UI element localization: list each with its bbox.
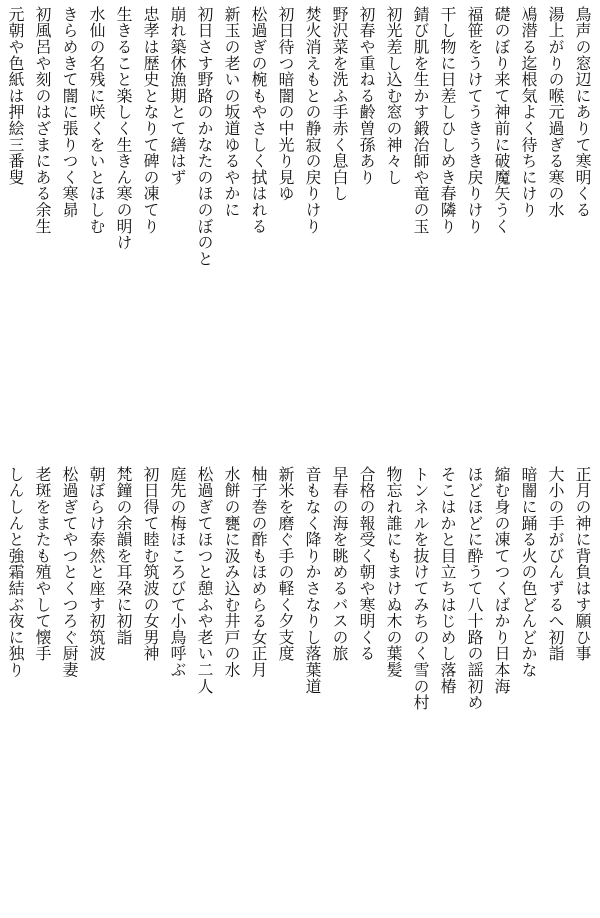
bottom-poem: 大小の手がびんずるへ初詣 (546, 466, 565, 662)
top-poem: 初風呂や刻のはざまにある余生 (33, 6, 52, 235)
top-poem: 干し物に日差しひしめき春隣り (438, 6, 457, 235)
top-poem: 生きること楽しく生きん寒の明け (114, 6, 133, 251)
bottom-poem: 朝ぼらけ泰然と座す初筑波 (87, 466, 106, 662)
bottom-poem: 梵鐘の余韻を耳朶に初詣 (114, 466, 133, 646)
bottom-poem: 老斑をまたも殖やして懐手 (33, 466, 52, 662)
bottom-poem: 新米を磨ぐ手の軽く夕支度 (276, 466, 295, 662)
bottom-poem: 正月の神に背負はす願ひ事 (573, 466, 592, 662)
bottom-poem: そこはかと目立ちはじめし落椿 (438, 466, 457, 695)
bottom-poem: 縮む身の凍てつくばかり日本海 (492, 466, 511, 695)
top-poem: 福笹をうけてうきうき戻りけり (465, 6, 484, 235)
bottom-poem: 暗闇に踊る火の色どんどかな (519, 466, 538, 678)
bottom-poem: 初日得て睦む筑波の女男神 (141, 466, 160, 662)
top-poem: 初日さす野路のかなたのほのぼのと (195, 6, 214, 267)
bottom-poem: ほどほどに酔うて八十路の謡初め (465, 466, 484, 711)
bottom-poem: 松過ぎてやつとくつろぐ厨妻 (60, 466, 79, 678)
top-poem: 初春や重ねる齢曽孫あり (357, 6, 376, 186)
top-poem: 錆び肌を生かす鍛冶師や竜の玉 (411, 6, 430, 235)
top-poem: 新玉の老いの坂道ゆるやかに (222, 6, 241, 218)
top-poem: 鳥声の窓辺にありて寒明くる (573, 6, 592, 218)
bottom-poem: 音もなく降りかさなりし落葉道 (303, 466, 322, 695)
top-poem: 初光差し込む窓の神々し (384, 6, 403, 186)
top-poem: 忠孝は歴史となりて碑の凍てり (141, 6, 160, 235)
bottom-poem: 水餅の甕に汲み込む井戸の水 (222, 466, 241, 678)
top-block (8, 6, 592, 456)
top-poem: 初日待つ暗闇の中光り見ゆ (276, 6, 295, 202)
bottom-poem: 庭先の梅ほころびて小鳥呼ぶ (168, 466, 187, 678)
top-poem: 崩れ築休漁期とて繕はず (168, 6, 187, 186)
top-poem: 焚火消えもとの静寂の戻りけり (303, 6, 322, 235)
top-poem: 松過ぎの椀もやさしく拭はれる (249, 6, 268, 235)
top-poem: 水仙の名残に咲くをいとほしむ (87, 6, 106, 235)
bottom-poem: 合格の報受く朝や寒明くる (357, 466, 376, 662)
top-poem: 野沢菜を洗ふ手赤く息白し (330, 6, 349, 202)
top-poem: 礎のぼり来て神前に破魔矢うく (492, 6, 511, 235)
top-poem: きらめきて闇に張りつく寒昴 (60, 6, 79, 218)
bottom-poem: 松過ぎてほつと憩ふや老い二人 (195, 466, 214, 695)
top-poem: 元朝や色紙は押絵三番叟 (6, 6, 25, 186)
bottom-poem: トンネルを抜けてみちのく雪の村 (411, 466, 430, 711)
bottom-poem: しんしんと強霜結ぶ夜に独り (6, 466, 25, 678)
bottom-poem: 早春の海を眺めるバスの旅 (330, 466, 349, 662)
bottom-poem: 柚子巻の酢もほめらる女正月 (249, 466, 268, 678)
top-poem: 鳰潜る迄根気よく待ちにけり (519, 6, 538, 218)
top-poem: 湯上がりの喉元過ぎる寒の水 (546, 6, 565, 218)
bottom-poem: 物忘れ誰にもまけぬ木の葉髪 (384, 466, 403, 678)
bottom-block (8, 466, 592, 912)
